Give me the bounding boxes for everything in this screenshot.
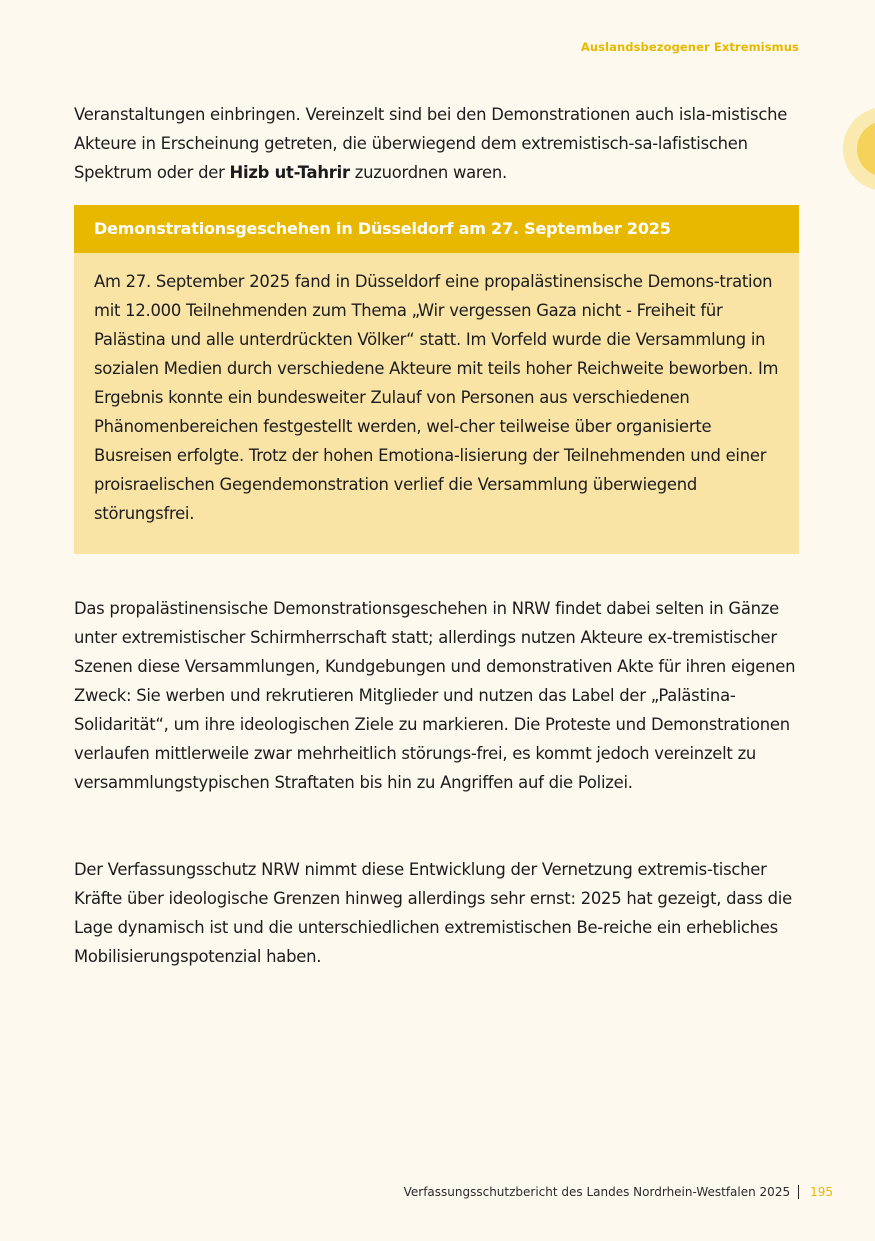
infobox xyxy=(74,205,799,554)
section-marker-circle-icon xyxy=(843,107,875,191)
footer-divider xyxy=(798,1185,799,1199)
intro-bold-term: Hizb ut-Tahrir xyxy=(229,163,350,182)
body-paragraph-1: Das propalästinensische Demonstrationsgeschehen in NRW findet dabei selten in Gänze unter extremistischer Schirmherrschaft statt; allerdings nutzen Akteure ex-tremistischer Szenen diese Versammlungen, Kundgebungen und demonstrativen Akte für ihren eigenen Zweck: Sie werben und rekrutieren Mitglieder und nutzen das Label der „Palästina-Solidarität“, um ihre ideologischen Ziele zu markieren. Die Proteste und Demonstrationen verlaufen mittlerweile zwar mehrheitlich störungs-frei, es kommt jedoch vereinzelt zu versammlungstypischen Straftaten bis hin zu Angriffen auf die Polizei. xyxy=(74,599,796,792)
intro-paragraph xyxy=(74,100,814,187)
intro-text-after: zuzuordnen waren. xyxy=(349,163,507,182)
intro-text-before: Veranstaltungen einbringen. Vereinzelt sind bei den Demonstrationen auch isla-mistische Akteure in Erscheinung getreten, die überwiegend dem extremistisch-sa-lafistischen Spektrum oder der xyxy=(74,105,788,182)
infobox-title: Demonstrationsgeschehen in Düsseldorf am 27. September 2025 xyxy=(74,205,799,253)
page-footer xyxy=(404,1185,833,1199)
infobox-body: Am 27. September 2025 fand in Düsseldorf eine propalästinensische Demons-tration mit 12.000 Teilnehmenden zum Thema „Wir vergessen Gaza nicht - Freiheit für Palästina und alle unterdrückten Völker“ statt. Im Vorfeld wurde die Versammlung in sozialen Medien durch verschiedene Akteure mit teils hoher Reichweite beworben. Im Ergebnis konnte ein bundesweiter Zulauf von Personen aus verschiedenen Phänomenbereichen festgestellt werden, wel-cher teilweise über organisierte Busreisen erfolgte. Trotz der hohen Emotiona-lisierung der Teilnehmenden und einer proisraelischen Gegendemonstration verlief die Versammlung überwiegend störungsfrei. xyxy=(94,272,779,523)
section-marker-ring xyxy=(857,121,875,177)
page-number: 195 xyxy=(810,1185,833,1199)
running-head-section-title: Auslandsbezogener Extremismus xyxy=(580,40,799,54)
footer-publication-title: Verfassungsschutzbericht des Landes Nordrhein-Westfalen 2025 xyxy=(403,1185,791,1199)
body-paragraph-2: Der Verfassungsschutz NRW nimmt diese Entwicklung der Vernetzung extremis-tischer Kräfte über ideologische Grenzen hinweg allerdings sehr ernst: 2025 hat gezeigt, dass die Lage dynamisch ist und die unterschiedlichen extremistischen Be-reiche ein erhebliches Mobilisierungspotenzial haben. xyxy=(74,860,792,966)
